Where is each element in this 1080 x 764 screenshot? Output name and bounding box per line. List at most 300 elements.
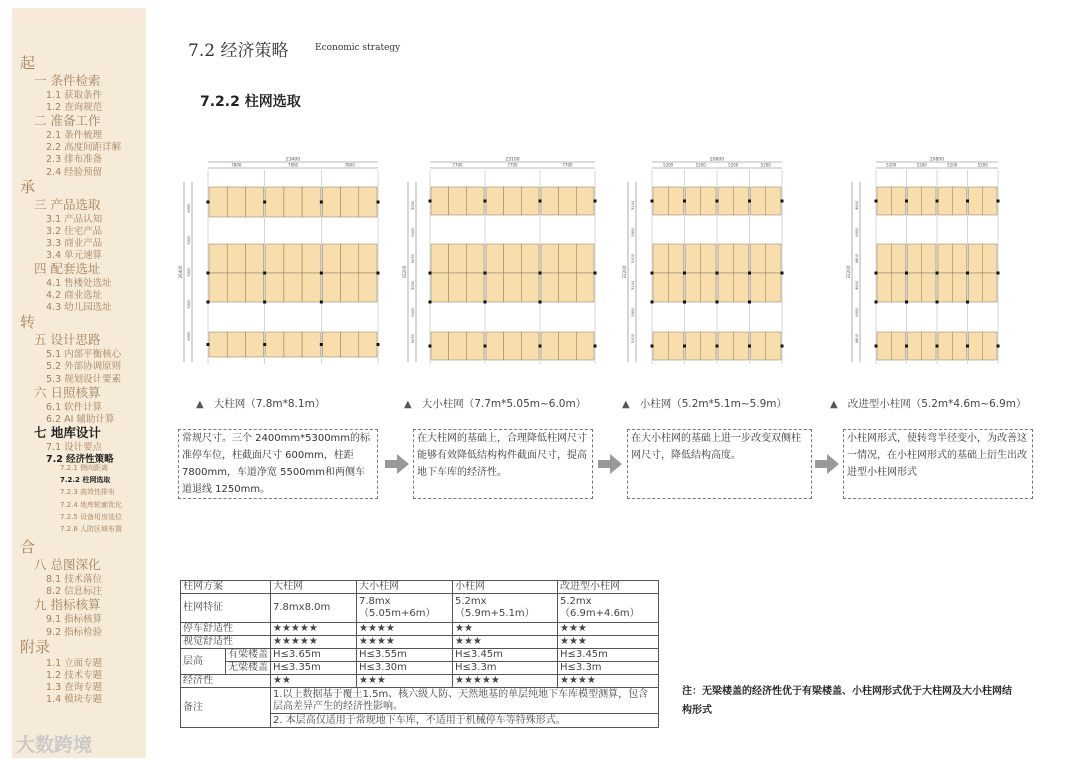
right-arrow-icon — [815, 454, 839, 474]
dimension-row-label: 6900 — [855, 227, 859, 237]
parking-stall — [653, 187, 668, 215]
parking-stall — [908, 244, 922, 273]
dimension-row-label: 4600 — [855, 334, 859, 344]
caption-text: 改进型小柱网（5.2m*4.6m~6.9m） — [847, 398, 1027, 410]
parking-stall — [576, 273, 594, 302]
parking-stall — [504, 332, 522, 360]
table-cell: H≤3.65m — [271, 649, 357, 662]
parking-stall — [449, 244, 467, 273]
parking-stall — [504, 273, 522, 302]
parking-stall — [718, 332, 733, 360]
sidebar-section-heading[interactable]: 附录 — [20, 637, 51, 656]
structural-column — [484, 272, 487, 275]
parking-stall — [322, 244, 340, 273]
sidebar-item[interactable]: 6.1 软件计算 — [46, 401, 103, 413]
parking-stall — [504, 187, 522, 215]
structural-column — [594, 200, 597, 203]
structural-column — [539, 272, 542, 275]
sidebar-item[interactable]: 1.2 查询规范 — [46, 102, 103, 114]
structural-column — [716, 200, 719, 203]
parking-stall — [466, 244, 484, 273]
parking-stall — [227, 273, 245, 302]
star-rating: ★★★★★ — [453, 675, 558, 688]
structural-column — [539, 301, 542, 304]
parking-stall — [284, 332, 302, 357]
sidebar-item[interactable]: 4.2 商业选址 — [46, 290, 103, 302]
parking-stall — [302, 187, 320, 217]
sidebar-item[interactable]: 3.1 产品认知 — [46, 213, 103, 225]
sidebar-item[interactable]: 7.1 设计要点 — [46, 441, 103, 453]
table-cell: H≤3.35m — [271, 662, 357, 675]
sidebar-item[interactable]: 3.3 商业产品 — [46, 237, 103, 249]
star-rating: ★★★ — [558, 623, 659, 636]
parking-stall — [877, 187, 891, 215]
parking-stall — [891, 273, 905, 302]
section-title: 7.2 经济策略 — [188, 41, 289, 61]
star-rating: ★★ — [453, 623, 558, 636]
star-rating: ★★★★ — [357, 636, 453, 649]
grid-diagram-improved-small — [844, 152, 1044, 367]
caption-text: 大柱网（7.8m*8.1m） — [213, 398, 326, 410]
dimension-span-label: 7700 — [452, 162, 463, 168]
parking-stall — [431, 273, 449, 302]
sidebar-item[interactable]: 三 产品选取 — [34, 196, 101, 212]
dimension-row-label: 5900 — [631, 307, 635, 317]
dimension-row-label: 6000 — [411, 307, 415, 317]
parking-stall — [766, 273, 781, 302]
structural-column — [781, 272, 784, 275]
dimension-row-label: 5100 — [631, 200, 635, 210]
star-rating: ★★★★ — [558, 675, 659, 688]
dimension-total-label: 20800 — [929, 157, 945, 163]
parking-stall — [983, 332, 997, 360]
sidebar-item[interactable]: 2.2 高度间距详解 — [46, 142, 122, 154]
dimension-span-label: 5200 — [947, 162, 958, 168]
structural-column — [875, 272, 878, 275]
dimension-row-label: 5100 — [631, 334, 635, 344]
sidebar-item[interactable]: 5.2 外部协调原则 — [46, 361, 122, 373]
right-arrow-icon — [385, 454, 409, 474]
structural-column — [905, 200, 908, 203]
parking-stall — [466, 273, 484, 302]
right-arrow-icon — [598, 454, 622, 474]
parking-stall — [209, 187, 227, 217]
parking-stall — [751, 273, 766, 302]
sidebar-item[interactable]: 一 条件检索 — [34, 73, 101, 88]
star-rating: ★★★ — [453, 636, 558, 649]
parking-stall — [359, 332, 377, 357]
parking-stall — [431, 244, 449, 273]
dimension-row-label: 5050 — [411, 334, 415, 344]
row-label: 层高 — [181, 649, 226, 675]
row-label: 柱网特征 — [181, 594, 271, 623]
parking-stall — [284, 187, 302, 217]
triangle-marker: ▲ — [196, 399, 204, 410]
parking-stall — [922, 332, 936, 360]
table-cell: H≤3.45m — [558, 649, 659, 662]
structural-column — [207, 272, 210, 275]
sidebar-item[interactable]: 2.4 经验预留 — [46, 166, 103, 178]
parking-stall — [359, 244, 377, 273]
structural-column — [966, 272, 969, 275]
parking-stall — [969, 244, 983, 273]
table-row — [181, 649, 659, 662]
parking-stall — [653, 273, 668, 302]
parking-stall — [209, 244, 227, 273]
parking-stall — [686, 332, 701, 360]
parking-stall — [668, 332, 683, 360]
sidebar-item[interactable]: 7.2 经济性策略 — [46, 453, 114, 465]
row-label: 视觉舒适性 — [181, 636, 271, 649]
table-cell: H≤3.45m — [453, 649, 558, 662]
dimension-span-label: 7800 — [287, 162, 299, 168]
dimension-row-label: 4950 — [187, 203, 191, 213]
table-row — [181, 662, 659, 675]
parking-stall — [466, 332, 484, 360]
sidebar-item[interactable]: 1.1 获取条件 — [46, 90, 103, 101]
sidebar-item[interactable]: 8.1 技术落位 — [46, 574, 103, 586]
star-rating: ★★★★★ — [271, 636, 357, 649]
note-line: 2. 本层高仅适用于常规地下车库，不适用于机械停车等特殊形式。 — [271, 714, 659, 728]
table-cell: H≤3.55m — [357, 649, 453, 662]
dimension-row-label: 5500 — [187, 235, 191, 245]
description-large-grid: 常规尺寸。三个 2400mm*5300mm的标准停车位，柱截面尺寸 600mm，柱距 7800mm，车道净宽 5500mm和两侧车道退线 1250mm。 — [178, 429, 378, 499]
structural-column — [781, 200, 784, 203]
structural-column — [875, 200, 878, 203]
parking-stall — [559, 187, 577, 215]
structural-column — [716, 301, 719, 304]
structural-column — [651, 272, 654, 275]
parking-stall — [668, 244, 683, 273]
dimension-height-label: 32200 — [402, 265, 407, 279]
sidebar-item[interactable]: 5.1 内部平衡核心 — [46, 349, 122, 361]
parking-stall — [922, 273, 936, 302]
description-improved-small-grid: 小柱网形式，使转弯半径变小，为改善这一情况，在小柱网形式的基础上衍生出改进型小柱网形式 — [843, 429, 1033, 499]
structural-column — [997, 272, 1000, 275]
parking-stall — [227, 332, 245, 357]
dimension-row-label: 4600 — [855, 200, 859, 210]
sidebar-section-heading[interactable]: 转 — [20, 313, 36, 332]
sidebar-item[interactable]: 五 设计思路 — [34, 332, 101, 348]
structural-column — [320, 301, 323, 304]
table-row — [181, 675, 659, 688]
sidebar-item[interactable]: 9.2 指标检验 — [46, 626, 103, 638]
parking-stall — [341, 187, 359, 217]
parking-stall — [733, 332, 748, 360]
structural-column — [484, 200, 487, 203]
sidebar-item[interactable]: 3.4 单元速算 — [46, 249, 103, 261]
parking-stall — [266, 244, 284, 273]
structural-column — [683, 200, 686, 203]
parking-stall — [668, 273, 683, 302]
parking-stall — [541, 244, 559, 273]
sidebar-item[interactable]: 1.2 技术专题 — [46, 669, 103, 681]
structural-column — [429, 345, 432, 348]
description-small-grid: 在大小柱网的基础上进一步改变双侧柱网尺寸，降低结构高度。 — [627, 429, 812, 499]
parking-stall — [938, 244, 952, 273]
parking-stall — [322, 332, 340, 357]
table-row — [181, 688, 659, 714]
table-cell: 7.8mx8.0m — [271, 594, 357, 623]
parking-stall — [245, 273, 263, 302]
row-label: 备注 — [181, 688, 271, 728]
parking-stall — [877, 244, 891, 273]
structural-column — [683, 301, 686, 304]
sidebar-item[interactable]: 7.2.1 侧向距离 — [60, 464, 109, 472]
star-rating: ★★★ — [357, 675, 453, 688]
parking-stall — [576, 244, 594, 273]
table-header: 改进型小柱网 — [558, 581, 659, 594]
structural-column — [905, 272, 908, 275]
structural-column — [377, 343, 380, 346]
parking-stall — [766, 187, 781, 215]
star-rating: ★★★★★ — [271, 623, 357, 636]
table-row — [181, 623, 659, 636]
table-header: 大小柱网 — [357, 581, 453, 594]
dimension-row-label: 5500 — [187, 299, 191, 309]
parking-stall — [751, 187, 766, 215]
watermark-logo — [16, 730, 92, 757]
sidebar-item[interactable]: 6.2 AI 辅助计算 — [46, 413, 115, 425]
structural-column — [484, 301, 487, 304]
structural-column — [207, 343, 210, 346]
dimension-total-label: 23100 — [505, 157, 520, 163]
sidebar-item[interactable]: 7.2.2 柱网选取 — [60, 476, 111, 485]
dimension-row-label: 6000 — [411, 227, 415, 237]
dimension-span-label: 7700 — [507, 162, 518, 168]
parking-stall — [266, 332, 284, 357]
sidebar-item[interactable]: 六 日照核算 — [34, 384, 101, 400]
sidebar-item[interactable]: 二 准备工作 — [34, 113, 101, 129]
parking-stall — [322, 273, 340, 302]
structural-column — [320, 343, 323, 346]
row-label: 经济性 — [181, 675, 271, 688]
sidebar-item[interactable]: 1.1 立面专题 — [46, 657, 103, 669]
table-row — [181, 636, 659, 649]
dimension-span-label: 5200 — [728, 162, 739, 168]
caption-small-grid — [622, 396, 787, 411]
parking-stall — [969, 187, 983, 215]
parking-stall — [245, 244, 263, 273]
dimension-row-label: 4600 — [855, 254, 859, 264]
parking-stall — [576, 187, 594, 215]
structural-column — [748, 301, 751, 304]
parking-stall — [969, 273, 983, 302]
parking-stall — [521, 273, 539, 302]
subsection-title: 7.2.2 柱网选取 — [200, 94, 301, 110]
sidebar-section-heading[interactable]: 承 — [20, 177, 36, 196]
table-header: 大柱网 — [271, 581, 357, 594]
parking-stall — [449, 273, 467, 302]
parking-stall — [541, 332, 559, 360]
sidebar-item[interactable]: 7.2.5 设备用房选位 — [60, 512, 123, 521]
sidebar-item[interactable]: 2.1 条件梳理 — [46, 130, 103, 142]
dimension-span-label: 7800 — [344, 162, 355, 168]
structural-column — [377, 201, 380, 204]
parking-stall — [302, 332, 320, 357]
caption-text: 小柱网（5.2m*5.1m~5.9m） — [639, 398, 788, 410]
sidebar-item[interactable]: 9.1 指标核算 — [46, 614, 103, 626]
parking-stall — [952, 187, 966, 215]
star-rating: ★★★ — [558, 636, 659, 649]
section-title-english: Economic strategy — [315, 43, 401, 53]
parking-stall — [701, 273, 716, 302]
sidebar-item[interactable]: 1.4 模块专题 — [46, 693, 103, 705]
dimension-row-label: 4950 — [187, 331, 191, 341]
parking-stall — [302, 244, 320, 273]
sidebar-item[interactable]: 7.2.6 人防区域布置 — [60, 525, 123, 533]
structural-column — [997, 200, 1000, 203]
parking-stall — [576, 332, 594, 360]
parking-stall — [877, 332, 891, 360]
parking-stall — [431, 332, 449, 360]
sidebar-item[interactable]: 7.2.3 高效性排布 — [60, 488, 116, 497]
structural-column — [651, 345, 654, 348]
parking-stall — [227, 244, 245, 273]
parking-stall — [559, 332, 577, 360]
parking-stall — [751, 244, 766, 273]
parking-stall — [521, 244, 539, 273]
sidebar-item[interactable]: 4.3 幼儿园选址 — [46, 302, 112, 314]
parking-stall — [718, 273, 733, 302]
parking-stall — [341, 244, 359, 273]
structural-column — [716, 345, 719, 348]
structural-column — [997, 345, 1000, 348]
parking-stall — [701, 244, 716, 273]
parking-stall — [877, 273, 891, 302]
parking-stall — [922, 244, 936, 273]
dimension-span-label: 7800 — [231, 162, 242, 168]
sidebar-item[interactable]: 7.2.4 地库轮廓优化 — [60, 500, 123, 509]
structural-column — [377, 272, 380, 275]
parking-stall — [686, 187, 701, 215]
sidebar-section-heading[interactable]: 起 — [20, 54, 36, 72]
table-cell: 5.2mx（5.9m+5.1m） — [453, 594, 558, 623]
structural-column — [594, 345, 597, 348]
parking-stall — [983, 273, 997, 302]
parking-stall — [431, 187, 449, 215]
table-cell: 5.2mx（6.9m+4.6m） — [558, 594, 659, 623]
parking-stall — [686, 273, 701, 302]
dimension-span-label: 5200 — [663, 162, 674, 168]
dimension-row-label: 6900 — [855, 307, 859, 317]
parking-stall — [466, 187, 484, 215]
parking-stall — [983, 187, 997, 215]
parking-stall — [908, 332, 922, 360]
dimension-span-label: 5200 — [977, 162, 988, 168]
dimension-total-label: 20800 — [709, 157, 725, 163]
sidebar-item[interactable]: 1.3 查询专题 — [46, 681, 103, 693]
dimension-height-label: 32200 — [622, 265, 627, 279]
parking-stall — [653, 244, 668, 273]
structural-column — [781, 345, 784, 348]
parking-stall — [284, 273, 302, 302]
structural-column — [905, 345, 908, 348]
sidebar-item[interactable]: 四 配套选址 — [34, 261, 101, 276]
dimension-height-label: 26400 — [178, 265, 183, 279]
parking-stall — [486, 244, 504, 273]
structural-column — [716, 272, 719, 275]
structural-column — [263, 343, 266, 346]
dimension-row-label: 5900 — [631, 227, 635, 237]
sidebar-item[interactable]: 2.3 排布准备 — [46, 154, 103, 166]
parking-stall — [559, 244, 577, 273]
structural-column — [905, 301, 908, 304]
sidebar-item[interactable]: 3.2 住宅产品 — [46, 225, 103, 237]
parking-stall — [922, 187, 936, 215]
note-line: 1.以上数据基于覆土1.5m、核六级人防、天然地基的单层纯地下车库模型测算，包含层高差异产生的经济性影响。 — [271, 688, 659, 714]
dimension-row-label: 4600 — [855, 280, 859, 290]
parking-stall — [701, 332, 716, 360]
parking-stall — [952, 273, 966, 302]
table-cell: H≤3.3m — [453, 662, 558, 675]
triangle-marker: ▲ — [830, 399, 838, 410]
structural-column — [748, 272, 751, 275]
parking-stall — [266, 273, 284, 302]
parking-stall — [521, 187, 539, 215]
structural-column — [429, 200, 432, 203]
dimension-span-label: 7700 — [562, 162, 573, 168]
grid-diagram-large — [176, 152, 386, 367]
parking-stall — [938, 273, 952, 302]
structural-column — [936, 301, 939, 304]
structural-column — [651, 200, 654, 203]
grid-diagram-small — [620, 152, 820, 367]
sidebar-item[interactable]: 5.3 规划设计要素 — [46, 373, 122, 385]
structural-column — [429, 272, 432, 275]
dimension-span-label: 5200 — [760, 162, 771, 168]
dimension-span-label: 5200 — [916, 162, 927, 168]
structural-column — [320, 272, 323, 275]
parking-stall — [733, 244, 748, 273]
dimension-span-label: 5200 — [886, 162, 897, 168]
table-cell: 7.8mx（5.05m+6m） — [357, 594, 453, 623]
parking-stall — [891, 187, 905, 215]
caption-text: 大小柱网（7.7m*5.05m~6.0m） — [421, 398, 587, 410]
dimension-span-label: 5200 — [695, 162, 706, 168]
dimension-row-label: 5050 — [411, 254, 415, 264]
star-rating: ★★★★ — [357, 623, 453, 636]
parking-stall — [766, 244, 781, 273]
row-sublabel: 无梁楼盖 — [226, 662, 271, 675]
sidebar-item[interactable]: 八 总图深化 — [34, 557, 101, 573]
sidebar-section-heading[interactable]: 合 — [20, 538, 36, 557]
sidebar-item[interactable]: 七 地库设计 — [34, 424, 101, 440]
structural-column — [936, 345, 939, 348]
structural-column — [207, 201, 210, 204]
parking-stall — [908, 273, 922, 302]
parking-stall — [521, 332, 539, 360]
structural-column — [875, 345, 878, 348]
footnote: 注：无梁楼盖的经济性优于有梁楼盖、小柱网形式优于大柱网及大小柱网结构形式 — [682, 686, 1012, 716]
parking-stall — [322, 187, 340, 217]
table-cell: H≤3.30m — [357, 662, 453, 675]
triangle-marker: ▲ — [622, 399, 630, 410]
parking-stall — [653, 332, 668, 360]
parking-stall — [302, 273, 320, 302]
sidebar-item[interactable]: 九 指标核算 — [34, 597, 101, 613]
parking-stall — [486, 187, 504, 215]
table-cell: H≤3.3m — [558, 662, 659, 675]
structural-column — [263, 201, 266, 204]
table-header: 柱网方案 — [181, 581, 271, 594]
dimension-height-label: 32200 — [846, 265, 851, 279]
grid-diagram-large-small — [400, 152, 610, 367]
sidebar-item[interactable]: 4.1 售楼处选址 — [46, 278, 112, 289]
parking-stall — [486, 332, 504, 360]
parking-stall — [245, 332, 263, 357]
sidebar-item[interactable]: 8.2 信息标注 — [46, 586, 103, 598]
